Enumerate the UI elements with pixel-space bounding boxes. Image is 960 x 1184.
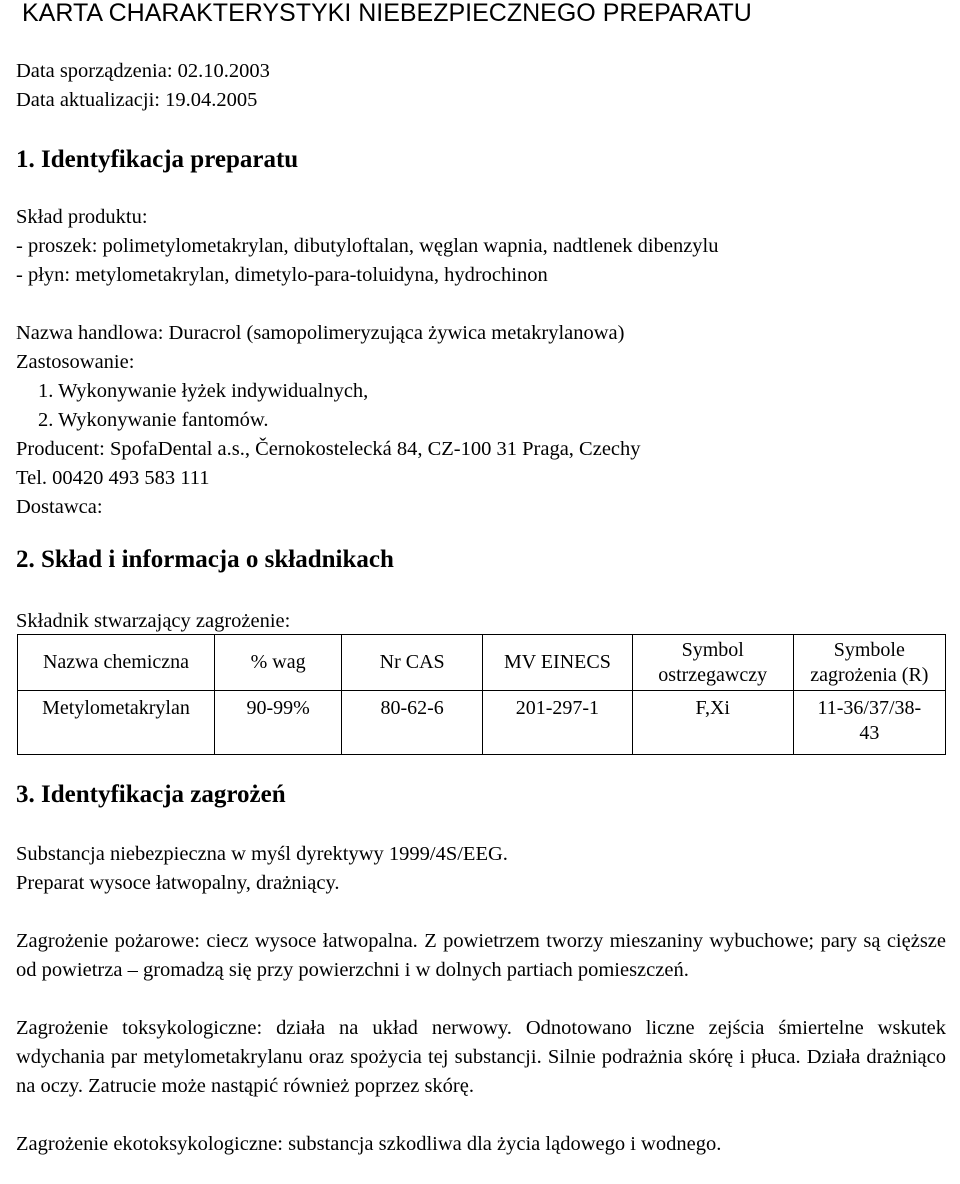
- table-cell: 80-62-6: [342, 691, 483, 755]
- document-dates: [16, 57, 270, 115]
- hazard-component-label: Składnik stwarzający zagrożenie:: [16, 610, 291, 632]
- table-cell: F,Xi: [632, 691, 793, 755]
- composition-powder: - proszek: polimetylometakrylan, dibutyloftalan, węglan wapnia, nadtlenek dibenzylu: [16, 235, 719, 257]
- section-1-heading: 1. Identyfikacja preparatu: [16, 146, 299, 173]
- section-1-body: [16, 203, 946, 522]
- usage-item: 2. Wykonywanie fantomów.: [38, 409, 269, 431]
- header-cell: % wag: [214, 635, 341, 691]
- update-date: Data aktualizacji: 19.04.2005: [16, 89, 258, 111]
- cell-line: 11-36/37/38-: [817, 697, 922, 719]
- table-cell: 90-99%: [214, 691, 341, 755]
- table-cell: 201-297-1: [483, 691, 633, 755]
- header-cell: MV EINECS: [483, 635, 633, 691]
- usage-item: 1. Wykonywanie łyżek indywidualnych,: [38, 380, 369, 402]
- header-cell: [793, 635, 945, 691]
- table-cell: Metylometakrylan: [18, 691, 215, 755]
- creation-date: Data sporządzenia: 02.10.2003: [16, 60, 270, 82]
- trade-name: Nazwa handlowa: Duracrol (samopolimeryzująca żywica metakrylanowa): [16, 322, 625, 344]
- spacer: [16, 1101, 946, 1130]
- usage-label: Zastosowanie:: [16, 351, 135, 373]
- spacer: [16, 985, 946, 1014]
- header-line: Symbol: [681, 639, 744, 661]
- header-line: ostrzegawczy: [658, 664, 768, 686]
- fire-hazard: Zagrożenie pożarowe: ciecz wysoce łatwopalna. Z powietrzem tworzy mieszaniny wybuchowe; pary są cięższe od powietrza – gromadzą się przy powierzchni i w dolnych partiach pomieszczeń.: [16, 930, 946, 981]
- components-table: [17, 634, 946, 755]
- table-header-row: [18, 635, 946, 691]
- producer: Producent: SpofaDental a.s., Černokostelecká 84, CZ-100 31 Praga, Czechy: [16, 438, 641, 460]
- spacer: [16, 898, 946, 927]
- supplier: Dostawca:: [16, 496, 103, 518]
- header-line: Symbole: [833, 639, 905, 661]
- table-row: [18, 691, 946, 755]
- substance-classification: Substancja niebezpieczna w myśl dyrektywy 1999/4S/EEG.: [16, 843, 508, 865]
- phone: Tel. 00420 493 583 111: [16, 467, 210, 489]
- document-title: KARTA CHARAKTERYSTYKI NIEBEZPIECZNEGO PREPARATU: [22, 0, 752, 27]
- cell-line: 43: [859, 722, 880, 744]
- header-line: zagrożenia (R): [810, 664, 929, 686]
- header-cell: Nr CAS: [342, 635, 483, 691]
- eco-hazard: Zagrożenie ekotoksykologiczne: substancja szkodliwa dla życia lądowego i wodnego.: [16, 1133, 722, 1155]
- composition-label: Skład produktu:: [16, 206, 148, 228]
- section-2-heading: 2. Skład i informacja o składnikach: [16, 546, 394, 573]
- spacer: [16, 290, 946, 319]
- composition-liquid: - płyn: metylometakrylan, dimetylo-para-toluidyna, hydrochinon: [16, 264, 548, 286]
- preparation-classification: Preparat wysoce łatwopalny, drażniący.: [16, 872, 340, 894]
- toxic-hazard: Zagrożenie toksykologiczne: działa na układ nerwowy. Odnotowano liczne zejścia śmiertelne wskutek wdychania par metylometakrylanu oraz spożycia tej substancji. Silnie podrażnia skórę i płuca. Działa drażniąco na oczy. Zatrucie może nastąpić również poprzez skórę.: [16, 1017, 946, 1097]
- header-cell: Nazwa chemiczna: [18, 635, 215, 691]
- header-cell: [632, 635, 793, 691]
- section-3-body: [16, 840, 946, 1159]
- table-cell: [793, 691, 945, 755]
- section-3-heading: 3. Identyfikacja zagrożeń: [16, 781, 286, 808]
